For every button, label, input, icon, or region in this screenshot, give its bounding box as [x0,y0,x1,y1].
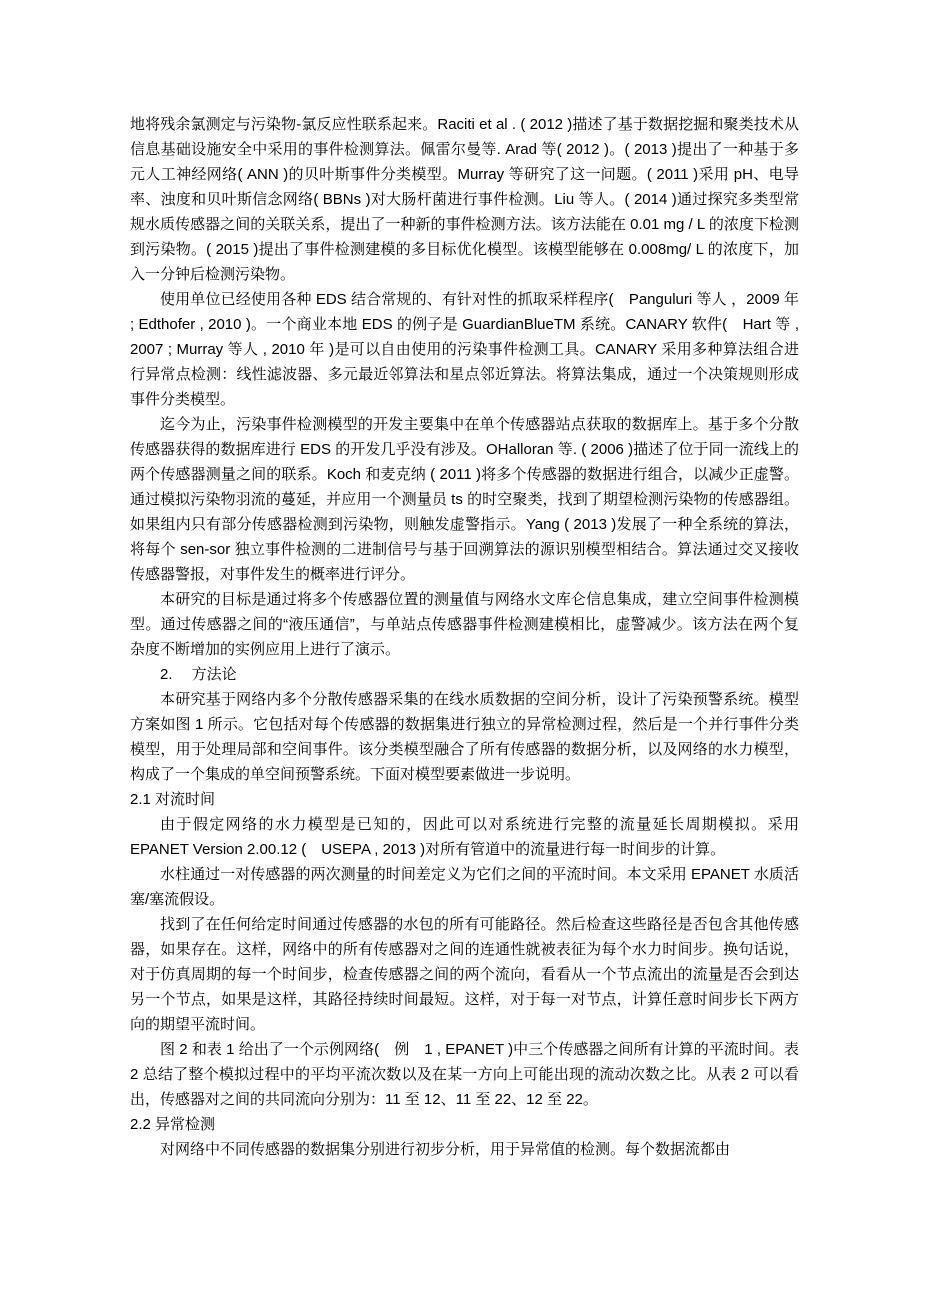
paragraph: 由于假定网络的水力模型是已知的，因此可以对系统进行完整的流量延长周期模拟。采用 EPANET Version 2.00.12 ( USEPA , 2013 )对所有管道中的流量进行每一时间步的计算。 [130,816,799,858]
paragraph: 水柱通过一对传感器的两次测量的时间差定义为它们之间的平流时间。本文采用 EPANET 水质活塞/塞流假设。 [130,866,799,908]
paragraph: 对网络中不同传感器的数据集分别进行初步分析，用于异常值的检测。每个数据流都由 [160,1141,731,1158]
paragraph: 2.1 对流时间 [130,791,216,808]
paragraph: 迄今为止，污染事件检测模型的开发主要集中在单个传感器站点获取的数据库上。基于多个分散传感器获得的数据库进行 EDS 的开发几乎没有涉及。OHalloran 等. ( 2006 )描述了位于同一流线上的两个传感器测量之间的联系。Koch 和麦克纳 ( 2011 )将多个传感器的数据进行组合，以减少正虚警。通过模拟污染物羽流的蔓延，并应用一个测量员 ts 的时空聚类，找到了期望检测污染物的传感器组。如果组内只有部分传感器检测到污染物，则触发虚警指示。Yang ( 2013 )发展了一种全系统的算法，将每个 sen-sor 独立事件检测的二进制信号与基于回溯算法的源识别模型相结合。算法通过交叉接收传感器警报，对事件发生的概率进行评分。 [130,416,799,583]
paragraph: 本研究的目标是通过将多个传感器位置的测量值与网络水文库仑信息集成，建立空间事件检测模型。通过传感器之间的“液压通信”，与单站点传感器事件检测建模相比，虚警减少。该方法在两个复杂度不断增加的实例应用上进行了演示。 [130,591,799,658]
paragraph: 2.2 异常检测 [130,1116,216,1133]
paragraph: 找到了在任何给定时间通过传感器的水包的所有可能路径。然后检查这些路径是否包含其他传感器，如果存在。这样，网络中的所有传感器对之间的连通性就被表征为每个水力时间步。换句话说，对于仿真周期的每一个时间步，检查传感器之间的两个流向，看看从一个节点流出的流量是否会到达另一个节点，如果是这样，其路径持续时间最短。这样，对于每一对节点，计算任意时间步长下两方向的期望平流时间。 [130,916,799,1033]
paragraph: 使用单位已经使用各种 EDS 结合常规的、有针对性的抓取采样程序( Panguluri 等人 ，2009 年 ; Edthofer , 2010 )。一个商业本地 EDS 的例子是 GuardianBlueTM 系统。CANARY 软件( Hart 等 , 2007 ; Murray 等人 , 2010 年 )是可以自由使用的污染事件检测工具。CANARY 采用多种算法组合进行异常点检测：线性滤波器、多元最近邻算法和星点邻近算法。将算法集成，通过一个决策规则形成事件分类模型。 [130,291,799,408]
document-content [130,112,799,1162]
paragraph: 2. 方法论 [160,666,237,683]
paragraph: 本研究基于网络内多个分散传感器采集的在线水质数据的空间分析，设计了污染预警系统。模型方案如图 1 所示。它包括对每个传感器的数据集进行独立的异常检测过程，然后是一个并行事件分类模型，用于处理局部和空间事件。该分类模型融合了所有传感器的数据分析，以及网络的水力模型，构成了一个集成的单空间预警系统。下面对模型要素做进一步说明。 [130,691,799,783]
paragraph: 图 2 和表 1 给出了一个示例网络( 例 1 , EPANET )中三个传感器之间所有计算的平流时间。表 2 总结了整个模拟过程中的平均平流次数以及在某一方向上可能出现的流动次数之比。从表 2 可以看出，传感器对之间的共同流向分别为：11 至 12、11 至 22、12 至 22。 [130,1041,799,1108]
paragraph: 地将残余氯测定与污染物-氯反应性联系起来。Raciti et al . ( 2012 )描述了基于数据挖掘和聚类技术从信息基础设施安全中采用的事件检测算法。佩雷尔曼等. Arad 等( 2012 )。( 2013 )提出了一种基于多元人工神经网络( ANN )的贝叶斯事件分类模型。Murray 等研究了这一问题。( 2011 )采用 pH、电导率、浊度和贝叶斯信念网络( BBNs )对大肠杆菌进行事件检测。Liu 等人。( 2014 )通过探究多类型常规水质传感器之间的关联关系，提出了一种新的事件检测方法。该方法能在 0.01 mg / L 的浓度下检测到污染物。( 2015 )提出了事件检测建模的多目标优化模型。该模型能够在 0.008mg/ L 的浓度下，加入一分钟后检测污染物。 [130,116,799,283]
